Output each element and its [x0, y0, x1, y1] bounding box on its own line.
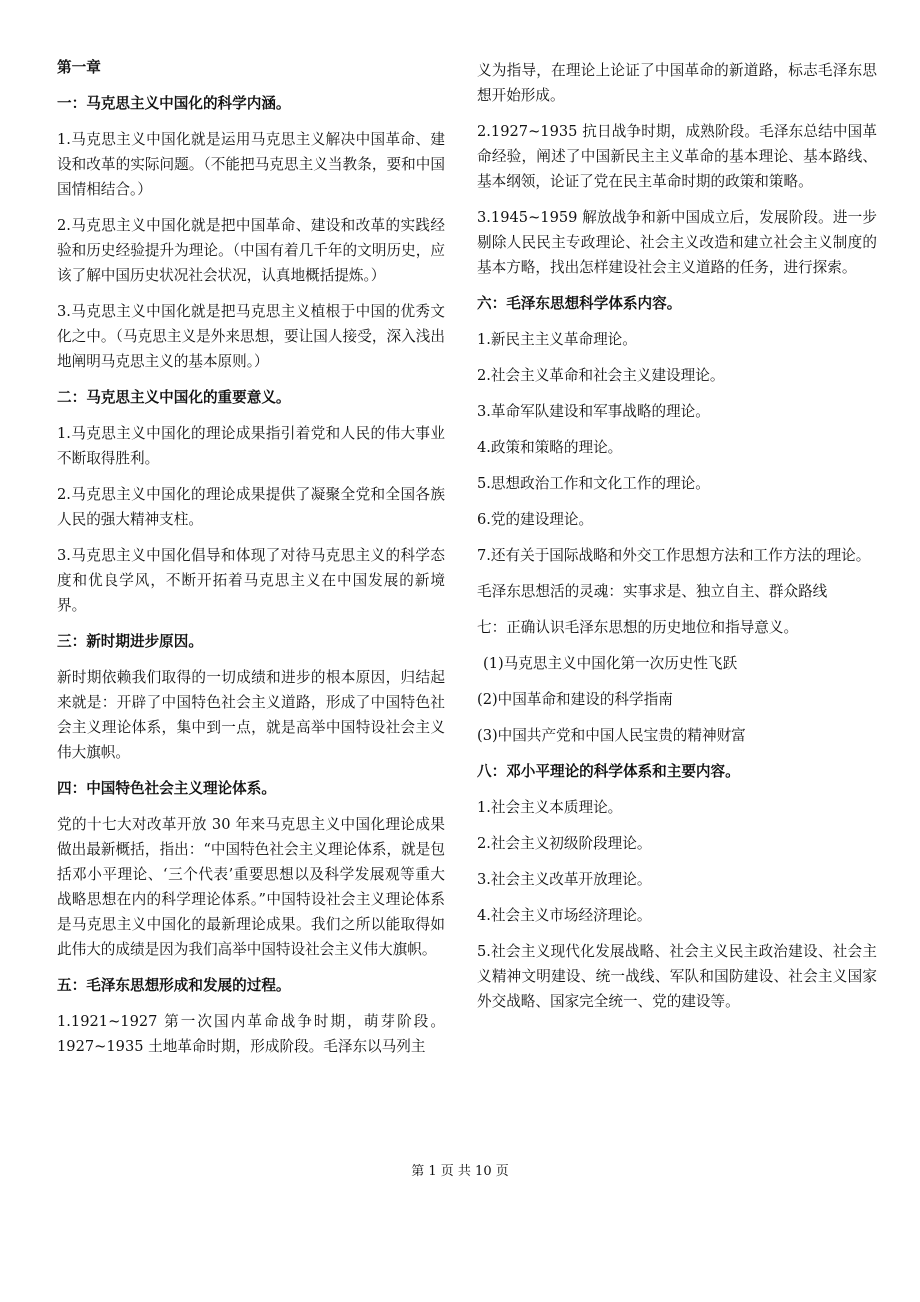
section-6-item: 4.政策和策略的理论。: [477, 439, 623, 456]
left-column: [57, 55, 445, 1070]
section-5-text: 1.1921~1927 第一次国内革命战争时期，萌芽阶段。1927~1935 土地革命时期，形成阶段。毛泽东以马列主: [57, 1013, 445, 1055]
section-2-item: 2.马克思主义中国化的理论成果提供了凝聚全党和全国各族人民的强大精神支柱。: [57, 486, 445, 528]
section-7-item: (2)中国革命和建设的科学指南: [477, 691, 673, 708]
section-2-item: 1.马克思主义中国化的理论成果指引着党和人民的伟大事业不断取得胜利。: [57, 425, 445, 467]
section-6-item: 5.思想政治工作和文化工作的理论。: [477, 475, 710, 492]
living-soul-text: 毛泽东思想活的灵魂：实事求是、独立自主、群众路线: [477, 583, 828, 600]
section-8-item: 2.社会主义初级阶段理论。: [477, 835, 652, 852]
section-6-item: 2.社会主义革命和社会主义建设理论。: [477, 367, 725, 384]
section-8-item: 5.社会主义现代化发展战略、社会主义民主政治建设、社会主义精神文明建设、统一战线、军队和国防建设、社会主义国家外交战略、国家完全统一、党的建设等。: [477, 943, 877, 1010]
section-7-item: (3)中国共产党和中国人民宝贵的精神财富: [477, 727, 746, 744]
section-5-title: 五：毛泽东思想形成和发展的过程。: [57, 977, 291, 994]
section-5-item: 2.1927~1935 抗日战争时期，成熟阶段。毛泽东总结中国革命经验，阐述了中国新民主主义革命的基本理论、基本路线、基本纲领，论证了党在民主革命时期的政策和策略。: [477, 123, 877, 190]
section-6-item: 3.革命军队建设和军事战略的理论。: [477, 403, 710, 420]
page-footer: 第 1 页 共 10 页: [411, 1164, 509, 1179]
section-6-item: 6.党的建设理论。: [477, 511, 594, 528]
section-1-item: 1.马克思主义中国化就是运用马克思主义解决中国革命、建设和改革的实际问题。（不能把马克思主义当教条，要和中国国情相结合。）: [57, 131, 445, 198]
section-7-title: 七：正确认识毛泽东思想的历史地位和指导意义。: [477, 619, 799, 636]
section-8-item: 1.社会主义本质理论。: [477, 799, 623, 816]
section-6-item: 1.新民主主义革命理论。: [477, 331, 637, 348]
section-3-text: 新时期依赖我们取得的一切成绩和进步的根本原因，归结起来就是：开辟了中国特色社会主义道路，形成了中国特色社会主义理论体系，集中到一点，就是高举中国特设社会主义伟大旗帜。: [57, 669, 445, 761]
section-4-title: 四：中国特色社会主义理论体系。: [57, 780, 276, 797]
section-4-text: 党的十七大对改革开放 30 年来马克思主义中国化理论成果做出最新概括，指出：“中国特色社会主义理论体系，就是包括邓小平理论、‘三个代表’重要思想以及科学发展观等重大战略思想在内的科学理论体系。”中国特设社会主义理论体系是马克思主义中国化的最新理论成果。我们之所以能取得如此伟大的成绩是因为我们高举中国特设社会主义伟大旗帜。: [57, 816, 445, 958]
section-1-item: 2.马克思主义中国化就是把中国革命、建设和改革的实践经验和历史经验提升为理论。（中国有着几千年的文明历史，应该了解中国历史状况社会状况，认真地概括提炼。）: [57, 217, 445, 284]
section-2-item: 3.马克思主义中国化倡导和体现了对待马克思主义的科学态度和优良学风，不断开拓着马克思主义在中国发展的新境界。: [57, 547, 445, 614]
section-7-item: (1)马克思主义中国化第一次历史性飞跃: [483, 655, 738, 672]
section-6-title: 六：毛泽东思想科学体系内容。: [477, 295, 682, 312]
right-column: [477, 58, 877, 1025]
section-2-title: 二：马克思主义中国化的重要意义。: [57, 389, 291, 406]
section-3-title: 三：新时期进步原因。: [57, 633, 203, 650]
section-1-title: 一：马克思主义中国化的科学内涵。: [57, 95, 291, 112]
chapter-title: 第一章: [57, 59, 101, 76]
section-5-continued: 义为指导，在理论上论证了中国革命的新道路，标志毛泽东思想开始形成。: [477, 62, 877, 104]
section-6-item: 7.还有关于国际战略和外交工作思想方法和工作方法的理论。: [477, 547, 871, 564]
section-8-item: 4.社会主义市场经济理论。: [477, 907, 652, 924]
section-1-item: 3.马克思主义中国化就是把马克思主义植根于中国的优秀文化之中。（马克思主义是外来思想，要让国人接受，深入浅出地阐明马克思主义的基本原则。）: [57, 303, 445, 370]
section-5-item: 3.1945~1959 解放战争和新中国成立后，发展阶段。进一步剔除人民民主专政理论、社会主义改造和建立社会主义制度的基本方略，找出怎样建设社会主义道路的任务，进行探索。: [477, 209, 877, 276]
section-8-item: 3.社会主义改革开放理论。: [477, 871, 652, 888]
section-8-title: 八：邓小平理论的科学体系和主要内容。: [477, 763, 740, 780]
